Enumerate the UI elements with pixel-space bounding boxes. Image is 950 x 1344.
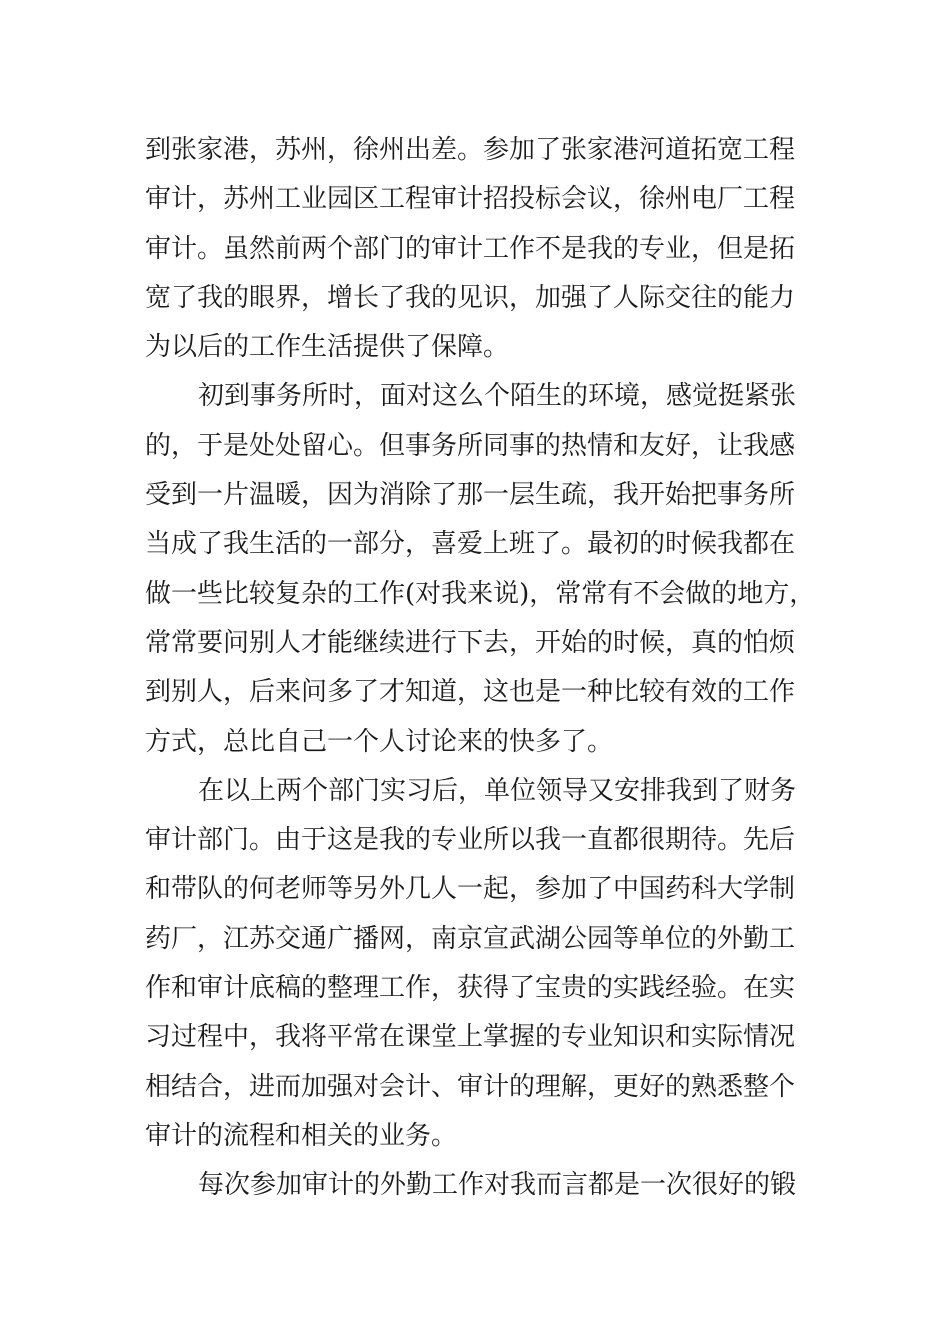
- text-line: 审计的流程和相关的业务。: [145, 1120, 458, 1151]
- text-line: 的，于是处处留心。但事务所同事的热情和友好，让我感: [145, 430, 796, 461]
- text-line: 和带队的何老师等另外几人一起，参加了中国药科大学制: [145, 874, 796, 905]
- text-line: 为以后的工作生活提供了保障。: [145, 332, 510, 363]
- text-line: 在以上两个部门实习后，单位领导又安排我到了财务: [198, 775, 797, 806]
- text-line: 每次参加审计的外勤工作对我而言都是一次很好的锻: [198, 1170, 797, 1201]
- text-line: 到别人，后来问多了才知道，这也是一种比较有效的工作: [145, 677, 796, 708]
- text-line: 审计。虽然前两个部门的审计工作不是我的专业，但是拓: [145, 233, 796, 264]
- text-line: 受到一片温暖，因为消除了那一层生疏，我开始把事务所: [145, 480, 796, 511]
- text-line: 当成了我生活的一部分，喜爱上班了。最初的时候我都在: [145, 529, 796, 560]
- text-line: 到张家港，苏州，徐州出差。参加了张家港河道拓宽工程: [145, 135, 796, 165]
- body-text: [145, 126, 825, 1211]
- text-line: 作和审计底稿的整理工作，获得了宝贵的实践经验。在实: [145, 973, 796, 1004]
- text-line: 初到事务所时，面对这么个陌生的环境，感觉挺紧张: [198, 381, 797, 412]
- text-line: 审计，苏州工业园区工程审计招投标会议，徐州电厂工程: [145, 184, 796, 215]
- text-line: 宽了我的眼界，增长了我的见识，加强了人际交往的能力: [145, 282, 796, 313]
- text-line: 常常要问别人才能继续进行下去，开始的时候，真的怕烦: [145, 627, 796, 658]
- text-line: 做一些比较复杂的工作(对我来说)，常常有不会做的地方，: [145, 578, 816, 609]
- text-line: 习过程中，我将平常在课堂上掌握的专业知识和实际情况: [145, 1022, 796, 1053]
- text-line: 方式，总比自己一个人讨论来的快多了。: [145, 726, 614, 757]
- text-line: 审计部门。由于这是我的专业所以我一直都很期待。先后: [145, 825, 796, 856]
- text-line: 药厂，江苏交通广播网，南京宣武湖公园等单位的外勤工: [145, 923, 796, 954]
- text-line: 相结合，进而加强对会计、审计的理解，更好的熟悉整个: [145, 1071, 796, 1102]
